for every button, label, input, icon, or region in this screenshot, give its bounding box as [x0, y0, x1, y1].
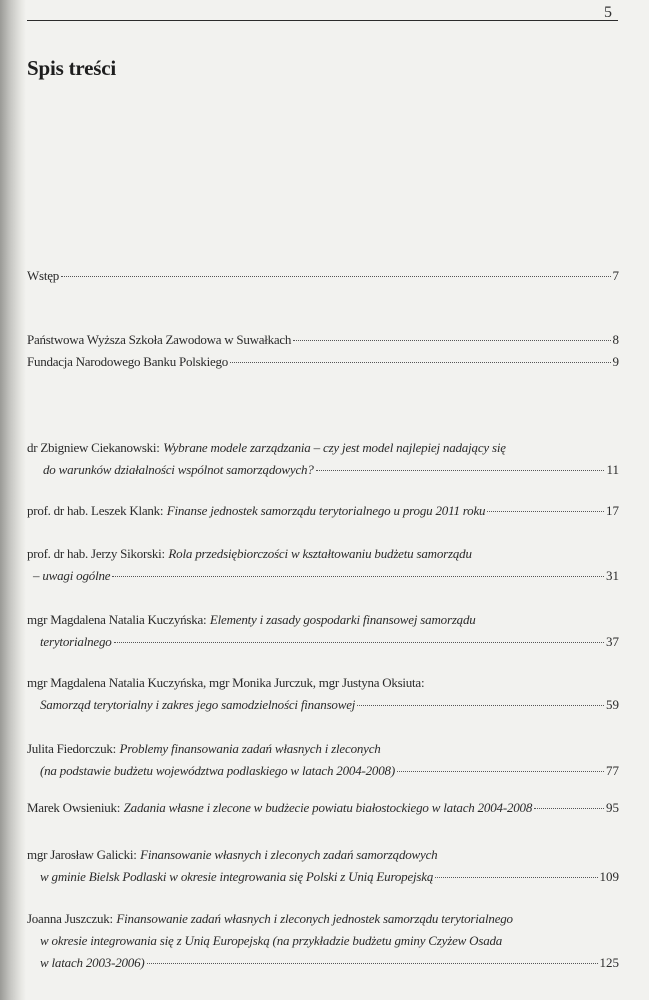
- toc-entry-author: mgr Magdalena Natalia Kuczyńska: [27, 612, 203, 627]
- toc-entry-line: [27, 911, 619, 927]
- toc-entry-separator: :: [202, 612, 210, 627]
- toc-entry-page: 95: [606, 800, 619, 815]
- toc-entry-line: [27, 332, 619, 348]
- dot-leader: [147, 963, 598, 964]
- toc-entry-page: 125: [599, 955, 619, 970]
- dot-leader: [316, 470, 605, 471]
- dot-leader: [61, 276, 611, 277]
- toc-entry-page: 7: [612, 268, 619, 283]
- toc-entry-title: Elementy i zasady gospodarki finansowej samorządu: [209, 612, 476, 627]
- toc-entry-line: [27, 800, 619, 816]
- toc-entry-page: 8: [612, 332, 619, 347]
- toc-entry-separator: :: [112, 741, 120, 756]
- toc-entry-title: Finanse jednostek samorządu terytorialnego u progu 2011 roku: [166, 503, 486, 518]
- toc-entry-page: 59: [606, 697, 619, 712]
- toc-entry-title: Zadania własne i zlecone w budżecie powiatu białostockiego w latach 2004-2008: [123, 800, 533, 815]
- toc-entry-separator: :: [133, 847, 141, 862]
- dot-leader: [357, 705, 604, 706]
- toc-entry-author: prof. dr hab. Leszek Klank: [27, 503, 160, 518]
- toc-entry-title: Samorząd terytorialny i zakres jego samodzielności finansowej: [40, 697, 356, 712]
- toc-entry-title: Finansowanie własnych i zleconych zadań samorządowych: [140, 847, 438, 862]
- toc-entry-line: [27, 847, 619, 863]
- toc-entry-line: [40, 697, 619, 713]
- toc-entry-author: mgr Magdalena Natalia Kuczyńska, mgr Monika Jurczuk, mgr Justyna Oksiuta: [27, 675, 421, 690]
- toc-entry-title: – uwagi ogólne: [33, 568, 111, 583]
- header-rule: [27, 20, 618, 21]
- toc-entry-separator: :: [161, 546, 169, 561]
- toc-entry-line: [40, 763, 619, 779]
- toc-entry-page: 37: [606, 634, 619, 649]
- toc-entry-line: [27, 503, 619, 519]
- toc-entry-title: terytorialnego: [40, 634, 112, 649]
- book-spine-shadow: [0, 0, 26, 1000]
- toc-entry-line: [40, 933, 619, 949]
- toc-entry-title: Rola przedsiębiorczości w kształtowaniu budżetu samorządu: [168, 546, 472, 561]
- toc-entry-page: 17: [606, 503, 619, 518]
- dot-leader: [534, 808, 604, 809]
- toc-entry-line: [43, 462, 619, 478]
- toc-entry-title: Finansowanie zadań własnych i zleconych jednostek samorządu terytorialnego: [116, 911, 513, 926]
- toc-entry-author: Państwowa Wyższa Szkoła Zawodowa w Suwałkach: [27, 332, 292, 347]
- toc-entry-line: [27, 354, 619, 370]
- toc-entry-separator: :: [159, 503, 167, 518]
- toc-entry-page: 77: [606, 763, 619, 778]
- toc-entry-page: 109: [599, 869, 619, 884]
- toc-entry-author: dr Zbigniew Ciekanowski: [27, 440, 157, 455]
- toc-entry-title: w latach 2003-2006): [40, 955, 145, 970]
- toc-entry-line: [40, 634, 619, 650]
- toc-entry-title: (na podstawie budżetu województwa podlaskiego w latach 2004-2008): [40, 763, 395, 778]
- toc-entry-author: mgr Jarosław Galicki: [27, 847, 134, 862]
- dot-leader: [435, 877, 597, 878]
- toc-entry-title: w gminie Bielsk Podlaski w okresie integrowania się Polski z Unią Europejską: [40, 869, 434, 884]
- toc-entry-author: prof. dr hab. Jerzy Sikorski: [27, 546, 162, 561]
- page-number: 5: [604, 4, 612, 21]
- toc-entry-separator: :: [109, 911, 117, 926]
- toc-entry-page: 9: [612, 354, 619, 369]
- toc-entry-line: [27, 546, 619, 562]
- toc-entry-author: Julita Fiedorczuk: [27, 741, 113, 756]
- toc-entry-line: [33, 568, 619, 584]
- toc-entry-title: do warunków działalności wspólnot samorządowych?: [43, 462, 314, 477]
- toc-entry-line: [40, 955, 619, 971]
- toc-entry-page: 11: [606, 462, 619, 477]
- dot-leader: [114, 642, 604, 643]
- dot-leader: [230, 362, 610, 363]
- toc-entry-line: [27, 741, 619, 757]
- toc-entry-author: Wstęp: [27, 268, 59, 283]
- dot-leader: [293, 340, 610, 341]
- toc-entry-line: [40, 869, 619, 885]
- toc-entry-author: Fundacja Narodowego Banku Polskiego: [27, 354, 229, 369]
- toc-entry-separator: :: [116, 800, 124, 815]
- dot-leader: [487, 511, 604, 512]
- toc-entry-title: w okresie integrowania się z Unią Europejską (na przykładzie budżetu gminy Czyżew Osada: [40, 933, 503, 948]
- toc-entry-title: Problemy finansowania zadań własnych i zleconych: [119, 741, 381, 756]
- toc-entry-page: 31: [606, 568, 619, 583]
- toc-entry-title: Wybrane modele zarządzania – czy jest model najlepiej nadający się: [163, 440, 506, 455]
- toc-entry-line: [27, 612, 619, 628]
- toc-entry-separator: :: [420, 675, 425, 690]
- toc-entry-line: [27, 675, 619, 691]
- toc-entry-separator: :: [156, 440, 164, 455]
- toc-entry-line: [27, 440, 619, 456]
- toc-entry-author: Joanna Juszczuk: [27, 911, 110, 926]
- dot-leader: [112, 576, 604, 577]
- toc-entry-line: [27, 268, 619, 284]
- toc-entry-author: Marek Owsieniuk: [27, 800, 117, 815]
- dot-leader: [397, 771, 604, 772]
- toc-title: Spis treści: [27, 56, 116, 80]
